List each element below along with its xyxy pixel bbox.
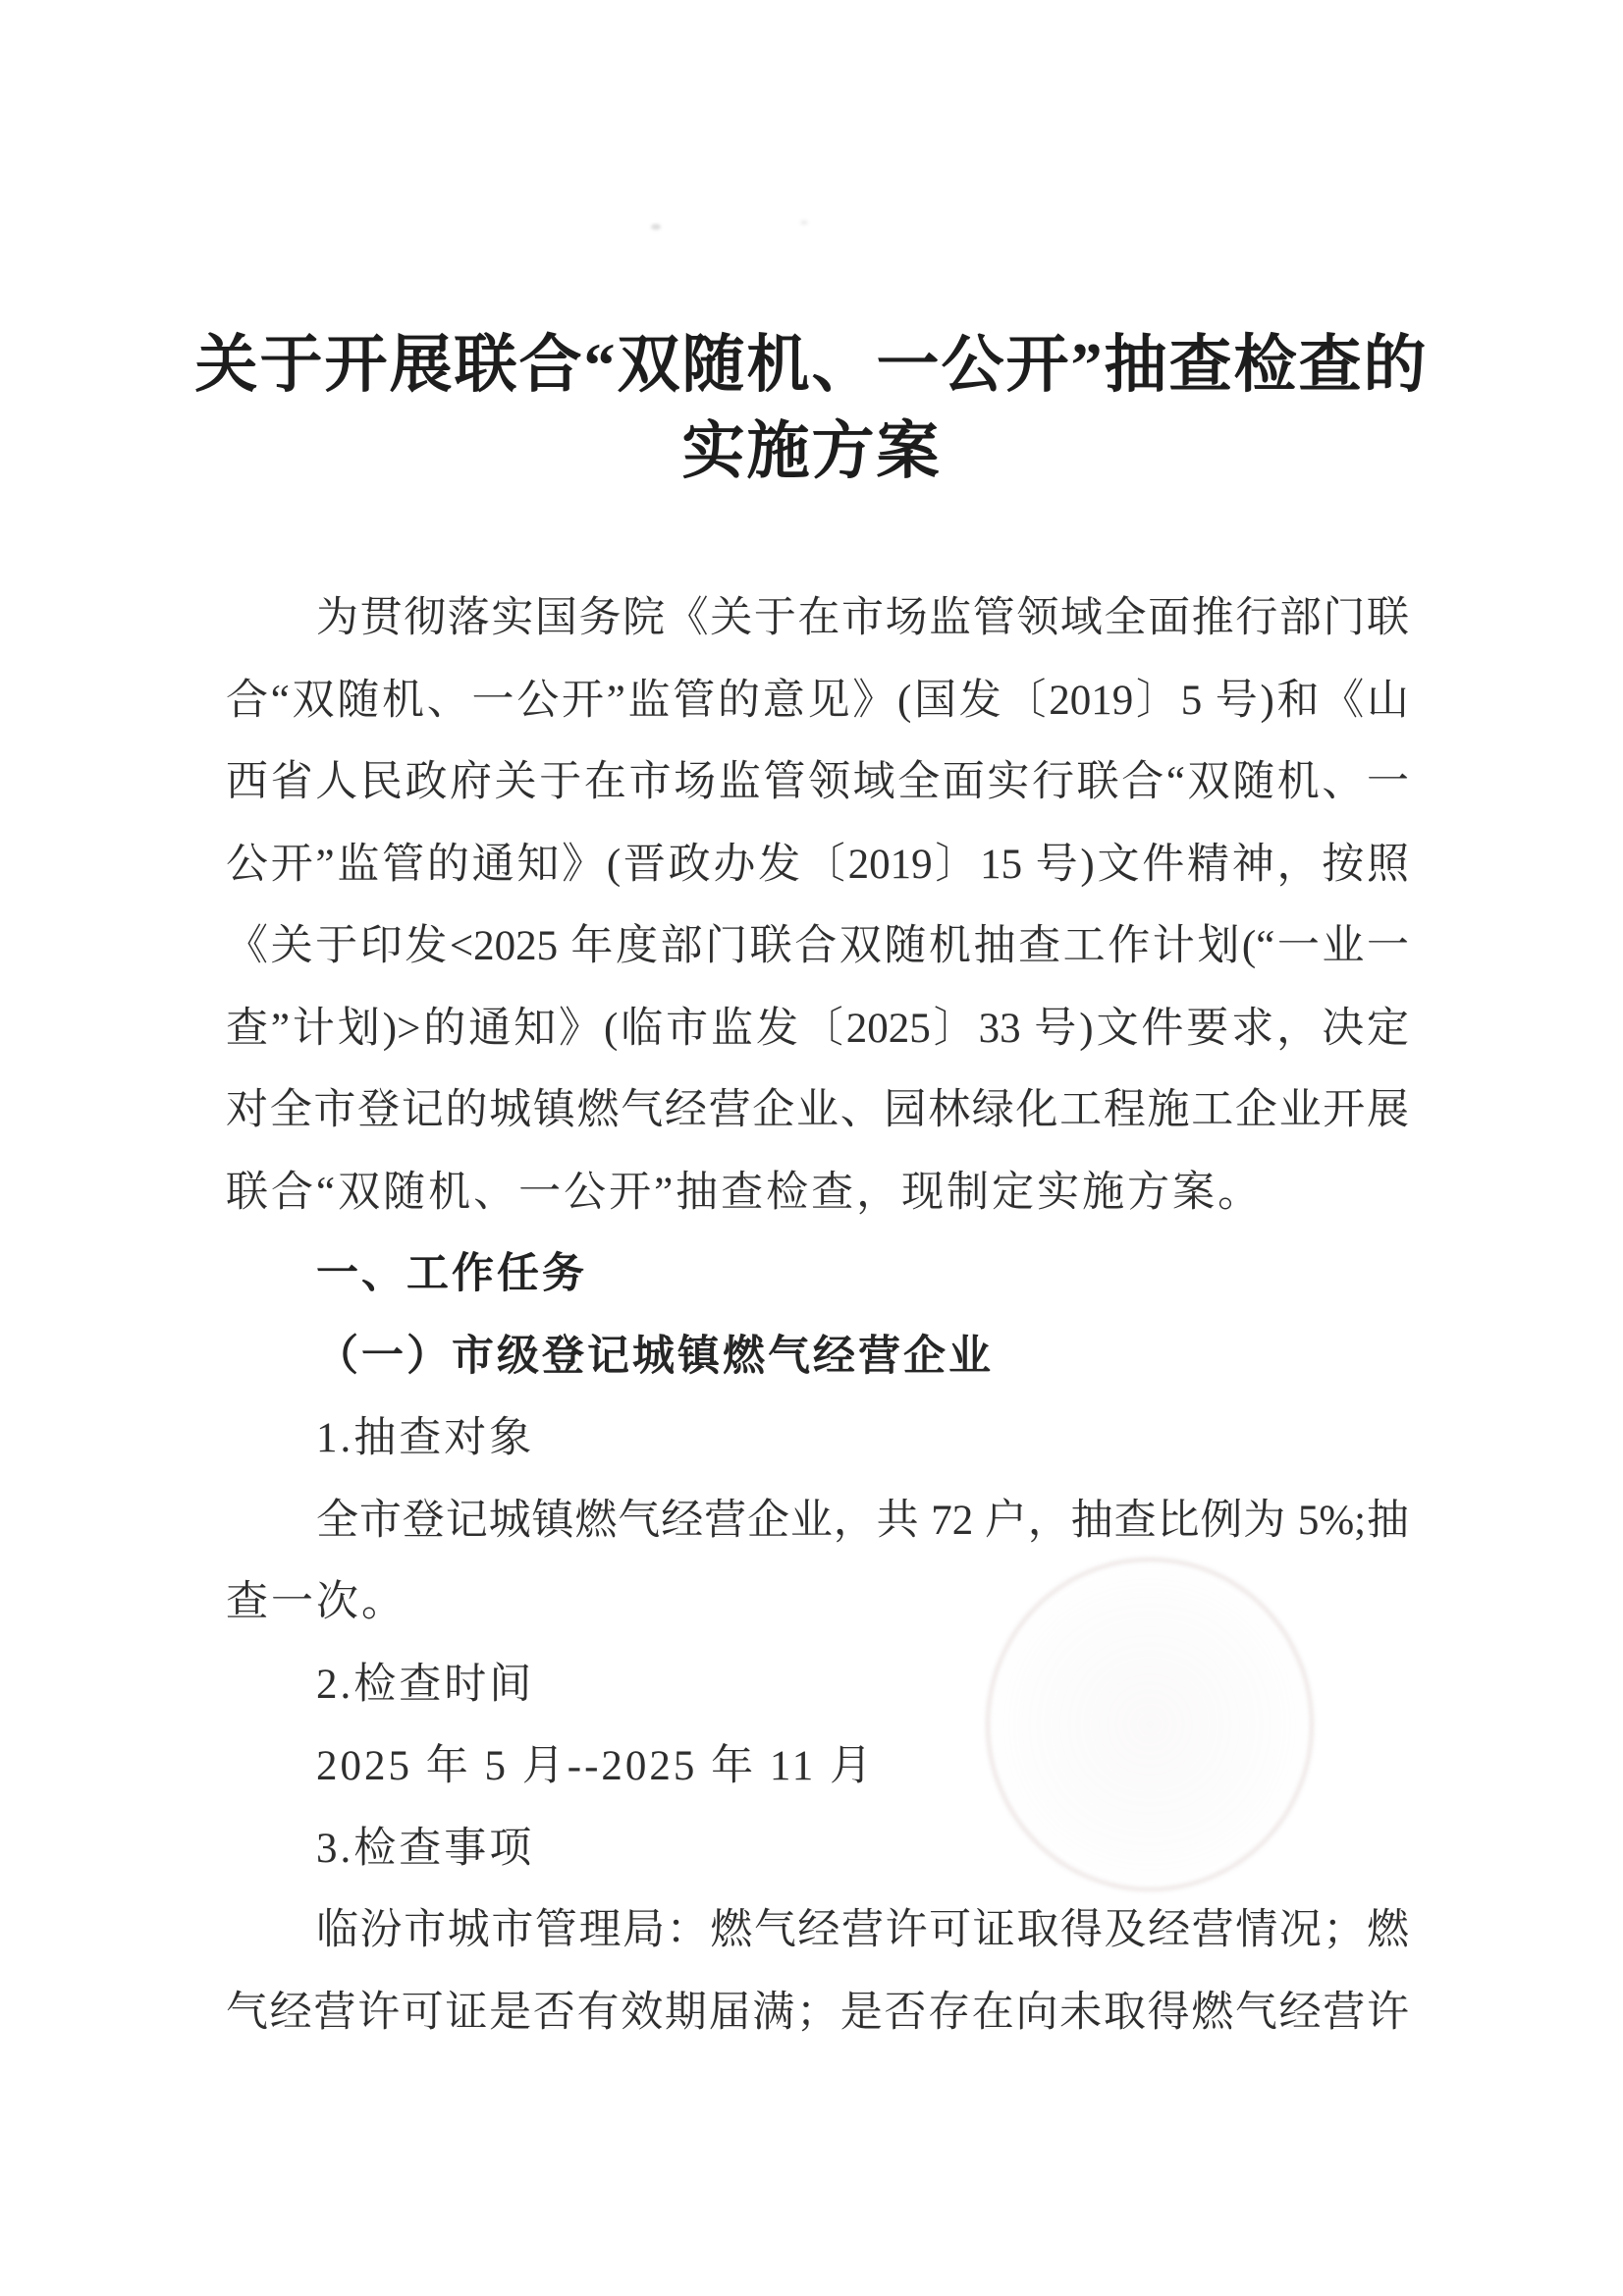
inspection-date-range: 2025 年 5 月--2025 年 11 月 bbox=[316, 1743, 876, 1789]
body-line: 临汾市城市管理局：燃气经营许可证取得及经营情况；燃 bbox=[316, 1907, 1409, 1953]
scan-artifact-speck bbox=[651, 224, 661, 230]
body-line: 全市登记城镇燃气经营企业，共 72 户，抽查比例为 5%;抽 bbox=[316, 1497, 1409, 1544]
body-line: 西省人民政府关于在市场监管领域全面实行联合“双随机、一 bbox=[226, 759, 1409, 805]
item-inspection-time: 2.检查时间 bbox=[316, 1661, 535, 1708]
body-line: 气经营许可证是否有效期届满；是否存在向未取得燃气经营许 bbox=[226, 1989, 1409, 2036]
body-line: 为贯彻落实国务院《关于在市场监管领域全面推行部门联 bbox=[316, 595, 1409, 641]
document-title-line-1: 关于开展联合“双随机、一公开”抽查检查的 bbox=[194, 330, 1429, 400]
item-inspection-targets: 1.抽查对象 bbox=[316, 1415, 535, 1461]
official-seal-stamp-icon bbox=[986, 1558, 1314, 1891]
body-line: 对全市登记的城镇燃气经营企业、园林绿化工程施工企业开展 bbox=[226, 1087, 1409, 1133]
scan-artifact-speck bbox=[800, 220, 808, 225]
body-line: 查一次。 bbox=[226, 1579, 406, 1625]
document-title-line-2: 实施方案 bbox=[681, 416, 942, 486]
heading-gas-enterprises: （一）市级登记城镇燃气经营企业 bbox=[316, 1333, 994, 1380]
document-title bbox=[0, 322, 1623, 495]
body-line: 查”计划)>的通知》(临市监发〔2025〕33 号)文件要求，决定 bbox=[226, 1005, 1409, 1052]
body-line: 合“双随机、一公开”监管的意见》(国发〔2019〕5 号)和《山 bbox=[226, 677, 1409, 724]
body-line: 联合“双随机、一公开”抽查检查，现制定实施方案。 bbox=[226, 1169, 1264, 1216]
item-inspection-matters: 3.检查事项 bbox=[316, 1825, 535, 1872]
body-line: 公开”监管的通知》(晋政办发〔2019〕15 号)文件精神，按照 bbox=[226, 841, 1409, 888]
heading-work-tasks: 一、工作任务 bbox=[316, 1250, 587, 1297]
body-line: 《关于印发<2025 年度部门联合双随机抽查工作计划(“一业一 bbox=[226, 923, 1409, 969]
